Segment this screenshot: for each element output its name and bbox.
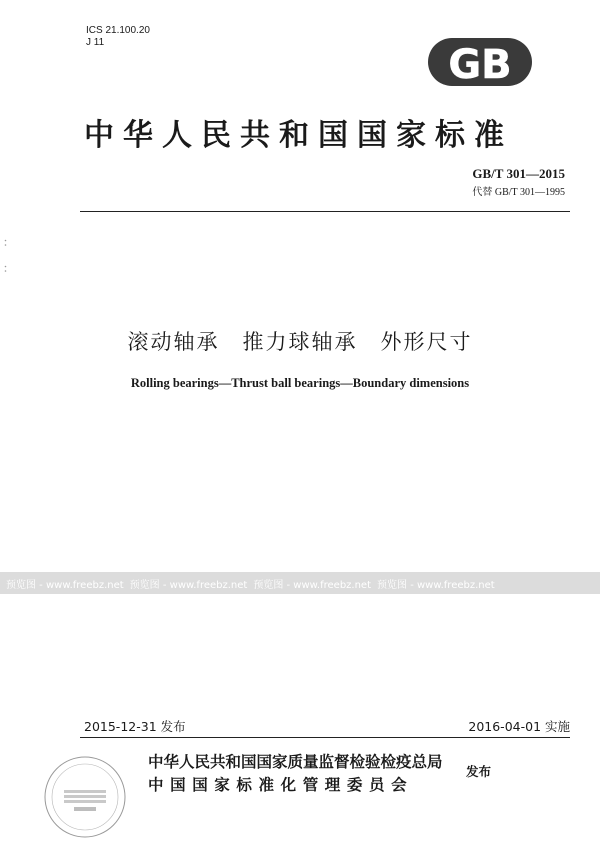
gb-logo-text: GB [448, 42, 512, 87]
replaces-code: 代替 GB/T 301—1995 [472, 187, 565, 198]
watermark-text: 预览图 - www.freebz.net [377, 579, 495, 591]
watermark-band [0, 572, 600, 594]
document-title-cn: 滚动轴承 推力球轴承 外形尺寸 [127, 330, 473, 354]
main-title: 中华人民共和国国家标准 [84, 118, 513, 153]
issuer-line-2: 中国国家标准化管理委员会 [148, 776, 414, 794]
standard-code-block [472, 166, 565, 198]
bottom-divider [80, 737, 570, 738]
ccs-code: J 11 [86, 37, 105, 48]
watermark-text: 预览图 - www.freebz.net [129, 579, 248, 591]
top-divider [80, 211, 570, 212]
margin-mark [4, 258, 7, 266]
issuer-line-1: 中华人民共和国国家质量监督检验检疫总局 [148, 753, 443, 771]
document-title-en: Rolling bearings—Thrust ball bearings—Boundary dimensions [130, 376, 470, 390]
margin-mark [4, 232, 7, 240]
watermark-text: 预览图 - www.freebz.net [6, 579, 124, 591]
ics-code: ICS 21.100.20 [86, 25, 150, 36]
classification-codes [86, 25, 150, 49]
implement-date: 2016-04-01 实施 [468, 719, 570, 734]
seal-stamp [40, 752, 130, 842]
publish-label: 发布 [466, 764, 492, 779]
gb-logo [427, 37, 533, 87]
release-date: 2015-12-31 发布 [84, 719, 186, 734]
watermark-text: 预览图 - www.freebz.net [253, 579, 372, 591]
standard-code: GB/T 301—2015 [472, 166, 565, 181]
